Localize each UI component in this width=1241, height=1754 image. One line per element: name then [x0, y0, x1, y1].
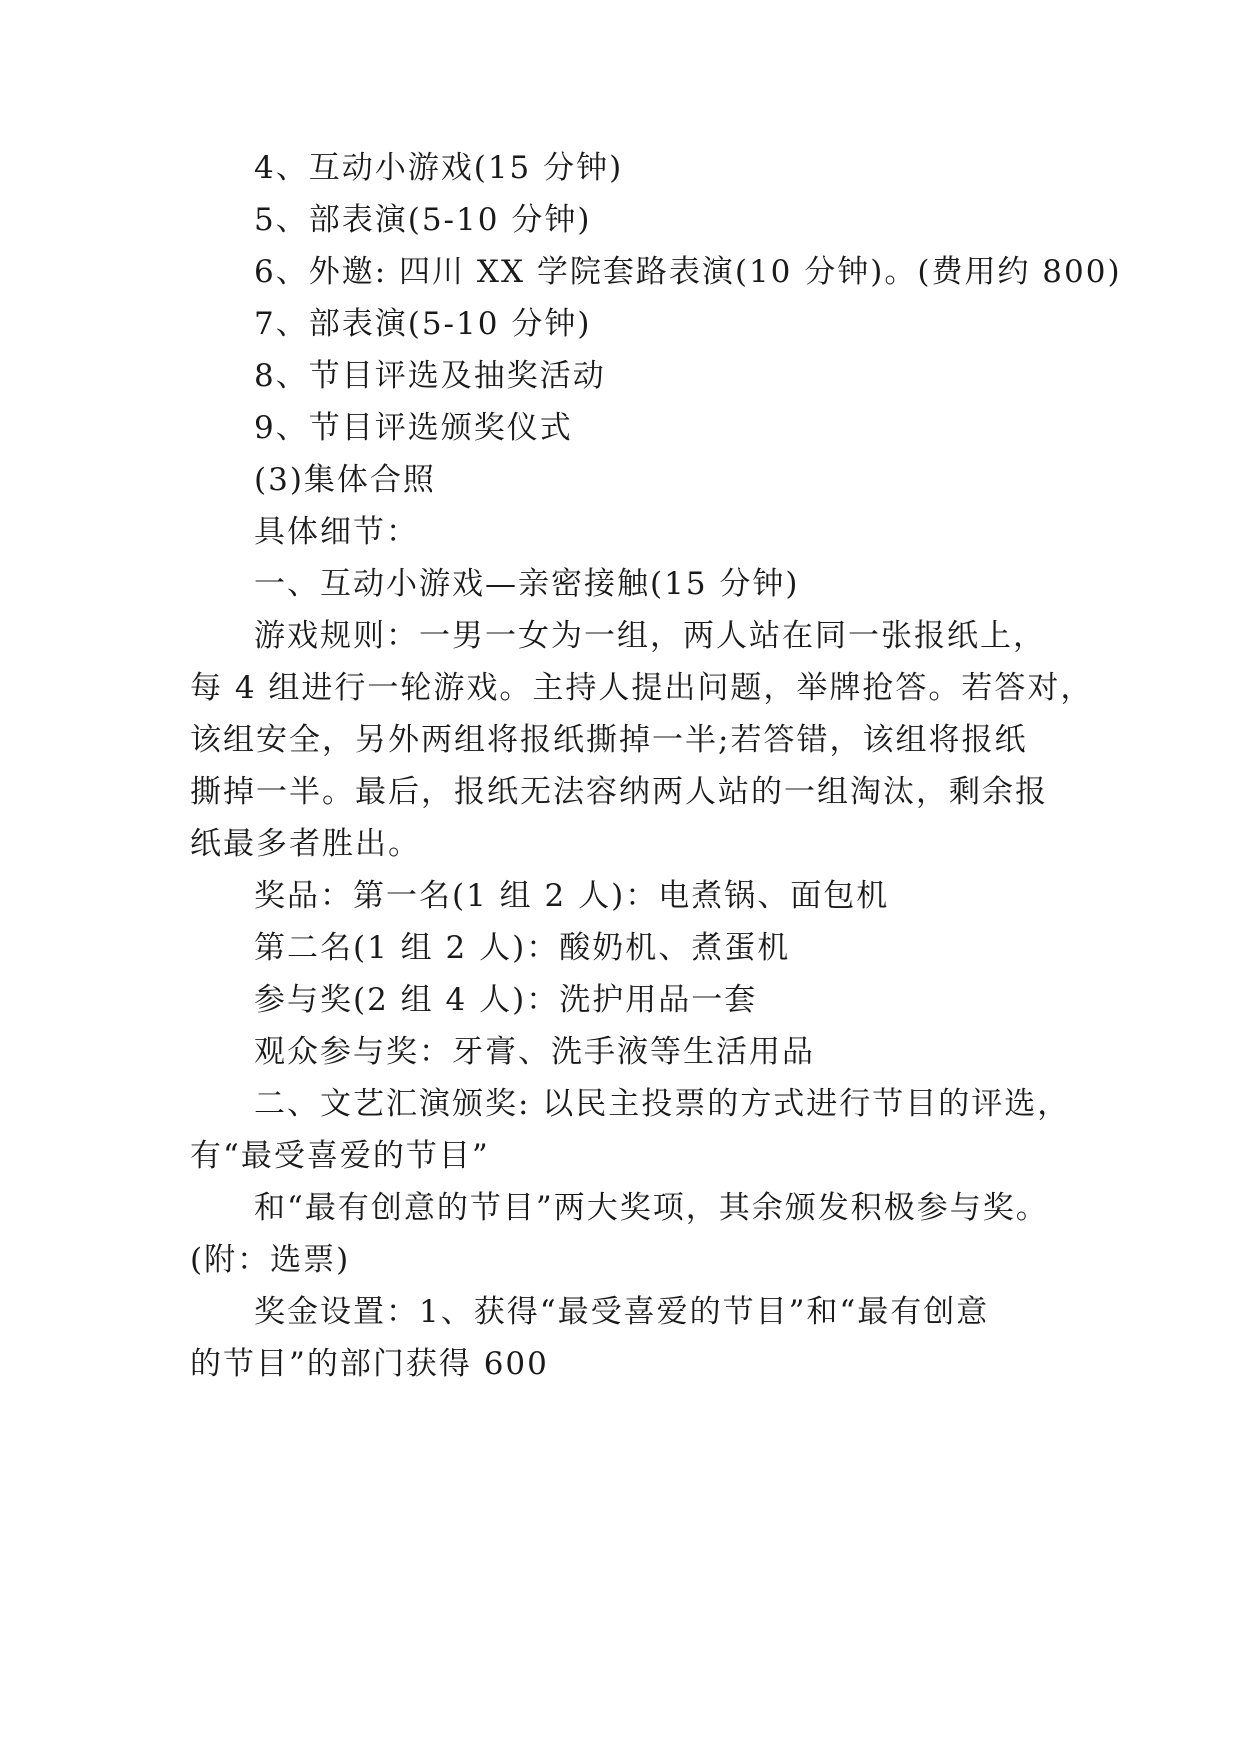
section-2-paragraph-line: 有“最受喜爱的节目”: [190, 1138, 490, 1174]
agenda-item-6: 6、外邀: 四川 XX 学院套路表演(10 分钟)。(费用约 800): [254, 254, 1122, 290]
details-heading: 具体细节：: [254, 514, 419, 550]
game-rules-paragraph-line: 游戏规则：一男一女为一组，两人站在同一张报纸上，: [254, 618, 1046, 654]
agenda-item-8: 8、节目评选及抽奖活动: [254, 358, 606, 394]
prize-participation-line: 参与奖(2 组 4 人)：洗护用品一套: [254, 982, 758, 1018]
prize-audience-line: 观众参与奖：牙膏、洗手液等生活用品: [254, 1034, 815, 1070]
agenda-item-4: 4、互动小游戏(15 分钟): [254, 150, 624, 186]
section-1-heading: 一、互动小游戏—亲密接触(15 分钟): [254, 566, 800, 602]
section-2-paragraph-line: 二、文艺汇演颁奖: 以民主投票的方式进行节目的评选，: [254, 1086, 1071, 1122]
game-rules-paragraph-line: 撕掉一半。最后，报纸无法容纳两人站的一组淘汰，剩余报: [190, 774, 1048, 810]
agenda-item-7: 7、部表演(5-10 分钟): [254, 306, 592, 342]
game-rules-paragraph-line: 每 4 组进行一轮游戏。主持人提出问题，举牌抢答。若答对，: [190, 670, 1094, 706]
game-rules-paragraph-line: 纸最多者胜出。: [190, 826, 421, 862]
agenda-item-5: 5、部表演(5-10 分钟): [254, 202, 592, 238]
section-2-paragraph-line: 和“最有创意的节目”两大奖项，其余颁发积极参与奖。: [254, 1190, 1049, 1226]
prize-second-line: 第二名(1 组 2 人)：酸奶机、煮蛋机: [254, 930, 791, 966]
prize-first-line: 奖品：第一名(1 组 2 人)：电煮锅、面包机: [254, 878, 890, 914]
bonus-paragraph-line: 奖金设置：1、获得“最受喜爱的节目”和“最有创意: [254, 1294, 990, 1330]
group-photo-item: (3)集体合照: [254, 462, 436, 498]
bonus-paragraph-line: 的节目”的部门获得 600: [190, 1346, 549, 1382]
agenda-item-9: 9、节目评选颁奖仪式: [254, 410, 573, 446]
game-rules-paragraph-line: 该组安全，另外两组将报纸撕掉一半;若答错，该组将报纸: [190, 722, 1028, 758]
ballot-note: (附：选票): [190, 1242, 351, 1278]
